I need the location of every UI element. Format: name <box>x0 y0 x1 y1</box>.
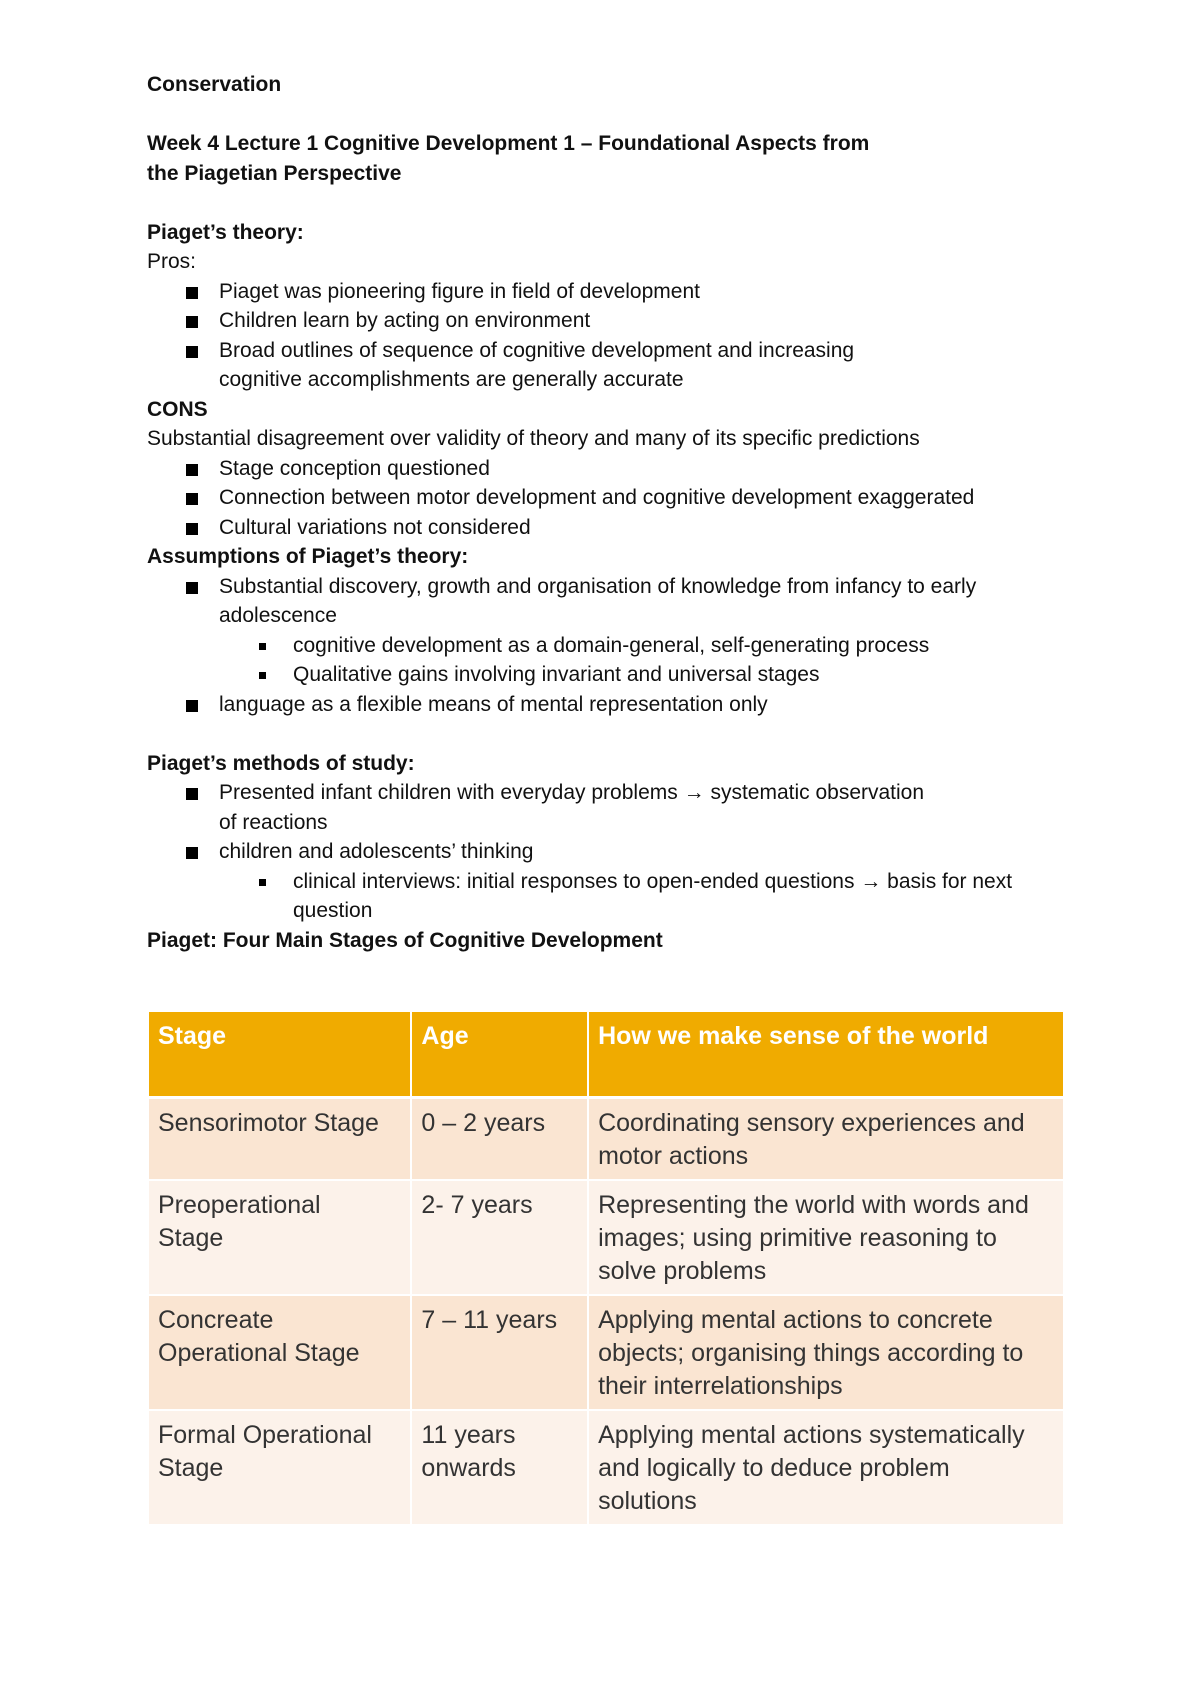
table-header-row <box>149 1012 1063 1099</box>
description-cell: Representing the world with words and images; using primitive reasoning to solve problems <box>589 1181 1063 1296</box>
lecture-title-line2: the Piagetian Perspective <box>147 161 402 185</box>
list-item: Children learn by acting on environment <box>147 306 1077 336</box>
cons-intro: Substantial disagreement over validity of theory and many of its specific predictions <box>147 427 920 450</box>
document-body <box>147 70 1077 955</box>
method-text: clinical interviews: initial responses to open-ended questions <box>293 869 855 893</box>
sub-list-item: Qualitative gains involving invariant and universal stages <box>147 660 1077 690</box>
list-item: language as a flexible means of mental representation only <box>147 690 1077 720</box>
method-text: basis for next question <box>293 869 1013 922</box>
age-cell: 7 – 11 years <box>412 1296 587 1411</box>
sub-list-item: cognitive development as a domain-general, self-generating process <box>147 631 1077 661</box>
list-item <box>147 778 1077 837</box>
table-row <box>149 1296 1063 1411</box>
stage-cell: Sensorimotor Stage <box>149 1099 410 1181</box>
list-item: Stage conception questioned <box>147 454 1077 484</box>
stage-cell: Formal Operational Stage <box>149 1411 410 1526</box>
arrow-right-icon: → <box>860 869 882 893</box>
stages-heading: Piaget: Four Main Stages of Cognitive Development <box>147 928 663 952</box>
list-item: Piaget was pioneering figure in field of development <box>147 277 1077 307</box>
page-heading: Conservation <box>147 73 282 96</box>
column-header-description: How we make sense of the world <box>589 1012 1063 1099</box>
methods-heading: Piaget’s methods of study: <box>147 751 415 775</box>
lecture-title-line1: Week 4 Lecture 1 Cognitive Development 1 – Foundational Aspects from <box>147 132 870 155</box>
column-header-age: Age <box>412 1012 587 1099</box>
list-item: Connection between motor development and cognitive development exaggerated <box>147 483 1077 513</box>
pros-label: Pros: <box>147 250 197 273</box>
table-row <box>149 1181 1063 1296</box>
table-row <box>149 1099 1063 1181</box>
pros-list <box>147 277 1077 395</box>
arrow-right-icon: → <box>683 781 705 804</box>
age-cell: 0 – 2 years <box>412 1099 587 1181</box>
list-item: children and adolescents’ thinking <box>147 837 1077 867</box>
stage-cell: Preoperational Stage <box>149 1181 410 1296</box>
age-cell: 2- 7 years <box>412 1181 587 1296</box>
methods-list <box>147 778 1077 926</box>
cons-label: CONS <box>147 397 208 421</box>
cons-list <box>147 454 1077 543</box>
method-text: systematic observation of reactions <box>219 781 925 834</box>
assumptions-list <box>147 572 1077 720</box>
description-cell: Coordinating sensory experiences and motor actions <box>589 1099 1063 1181</box>
assumptions-heading: Assumptions of Piaget’s theory: <box>147 545 469 568</box>
table-row <box>149 1411 1063 1526</box>
description-cell: Applying mental actions systematically and logically to deduce problem solutions <box>589 1411 1063 1526</box>
stages-table <box>147 1012 1065 1526</box>
list-item: Cultural variations not considered <box>147 513 1077 543</box>
stage-cell: Concreate Operational Stage <box>149 1296 410 1411</box>
list-item: Broad outlines of sequence of cognitive development and increasing cognitive accomplishments are generally accurate <box>147 336 1077 395</box>
list-item: Substantial discovery, growth and organisation of knowledge from infancy to early adolescence <box>147 572 1077 631</box>
sub-list-item <box>147 867 1077 926</box>
column-header-stage: Stage <box>149 1012 410 1099</box>
method-text: Presented infant children with everyday problems <box>219 781 678 804</box>
description-cell: Applying mental actions to concrete objects; organising things according to their interrelationships <box>589 1296 1063 1411</box>
age-cell: 11 years onwards <box>412 1411 587 1526</box>
theory-heading: Piaget’s theory: <box>147 220 304 244</box>
